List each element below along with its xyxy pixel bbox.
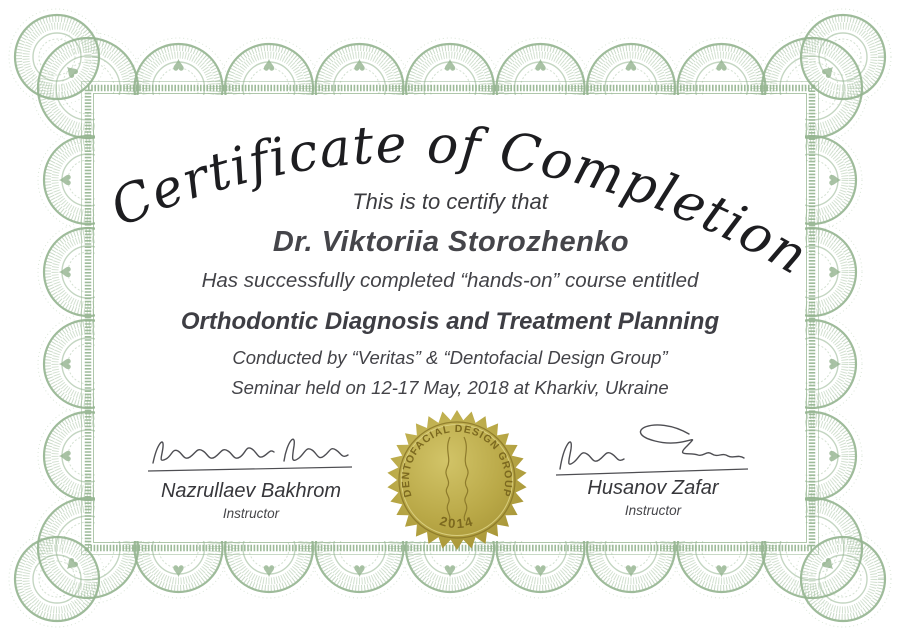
- heart-motif-icon: ♥: [172, 54, 185, 77]
- heart-motif-icon: ♥: [624, 559, 638, 582]
- seal-year: 2014: [437, 513, 477, 532]
- heart-motif-icon: ♥: [59, 59, 85, 85]
- seminar-line: Seminar held on 12-17 May, 2018 at Kharkiv, Ukraine: [231, 377, 669, 398]
- conducted-line: Conducted by “Veritas” & “Dentofacial Design Group”: [232, 347, 668, 368]
- heart-motif-icon: ♥: [353, 559, 366, 582]
- heart-motif-icon: ♥: [823, 173, 846, 187]
- heart-motif-icon: ♥: [172, 559, 185, 582]
- heart-motif-icon: ♥: [59, 551, 85, 577]
- heart-motif-icon: ♥: [54, 173, 77, 187]
- heart-motif-icon: ♥: [262, 54, 276, 77]
- recipient-name: Dr. Viktoriia Storozhenko: [272, 226, 630, 258]
- heart-motif-icon: ♥: [54, 357, 77, 371]
- heart-motif-icon: ♥: [823, 357, 846, 371]
- heart-motif-icon: ♥: [443, 559, 457, 582]
- heart-motif-icon: ♥: [443, 54, 457, 77]
- signer-role-right: Instructor: [624, 503, 682, 518]
- heart-motif-icon: ♥: [353, 54, 366, 77]
- certificate-title: Certificate of Completion: [102, 114, 819, 288]
- heart-motif-icon: ♥: [262, 559, 276, 582]
- heart-motif-icon: ♥: [624, 54, 638, 77]
- signer-name-left: Nazrullaev Bakhrom: [160, 480, 342, 502]
- heart-motif-icon: ♥: [534, 54, 547, 77]
- heart-motif-icon: ♥: [823, 449, 846, 463]
- heart-motif-icon: ♥: [54, 449, 77, 463]
- heart-motif-icon: ♥: [54, 265, 77, 279]
- heart-motif-icon: ♥: [534, 559, 547, 582]
- completion-line: Has successfully completed “hands-on” course entitled: [201, 269, 699, 292]
- signer-role-left: Instructor: [222, 506, 280, 521]
- subtitle: This is to certify that: [352, 189, 548, 214]
- heart-motif-icon: ♥: [815, 59, 841, 85]
- heart-motif-icon: ♥: [823, 265, 846, 279]
- signer-name-right: Husanov Zafar: [587, 477, 719, 499]
- heart-motif-icon: ♥: [815, 551, 841, 577]
- heart-motif-icon: ♥: [715, 559, 728, 582]
- heart-motif-icon: ♥: [715, 54, 728, 77]
- course-title: Orthodontic Diagnosis and Treatment Planning: [180, 308, 720, 335]
- seal-arc-text: DENTOFACIAL DESIGN GROUP: [399, 422, 515, 499]
